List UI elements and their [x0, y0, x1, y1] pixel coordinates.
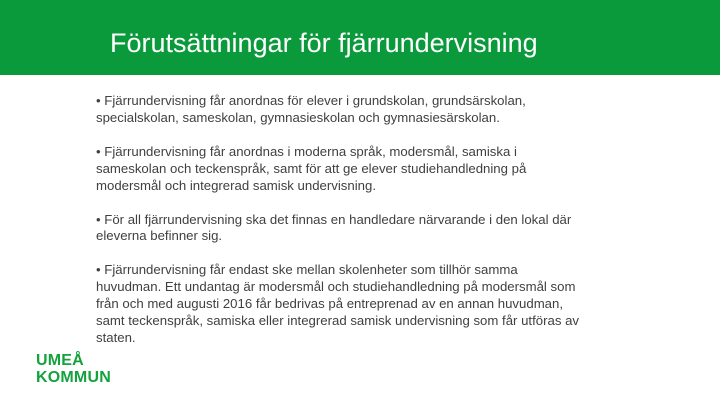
bullet-item: • Fjärrundervisning får anordnas i moderna språk, modersmål, samiska i sameskolan och teckenspråk, samt för att ge elever studiehandledning på modersmål och integrerad samisk undervisning.: [96, 143, 527, 193]
umea-kommun-logo: [36, 352, 111, 386]
bullet-item: • För all fjärrundervisning ska det finnas en handledare närvarande i den lokal där eleverna befinner sig.: [96, 211, 572, 244]
logo-line-2: KOMMUN: [36, 369, 111, 386]
logo-line-1: UMEÅ: [36, 352, 84, 369]
slide-title: Förutsättningar för fjärrundervisning: [110, 28, 538, 58]
bullet-item: • Fjärrundervisning får endast ske mellan skolenheter som tillhör samma huvudman. Ett undantag är modersmål och studiehandledning på modersmål som från och med augusti 2016 får bedrivas på entreprenad av en annan huvudman, samt teckenspråk, samiska eller integrerad samisk undervisning som får utföras av staten.: [96, 262, 580, 345]
slide-body: [96, 93, 581, 364]
bullet-item: • Fjärrundervisning får anordnas för elever i grundskolan, grundsärskolan, specialskolan, sameskolan, gymnasieskolan och gymnasiesärskolan.: [96, 93, 526, 125]
